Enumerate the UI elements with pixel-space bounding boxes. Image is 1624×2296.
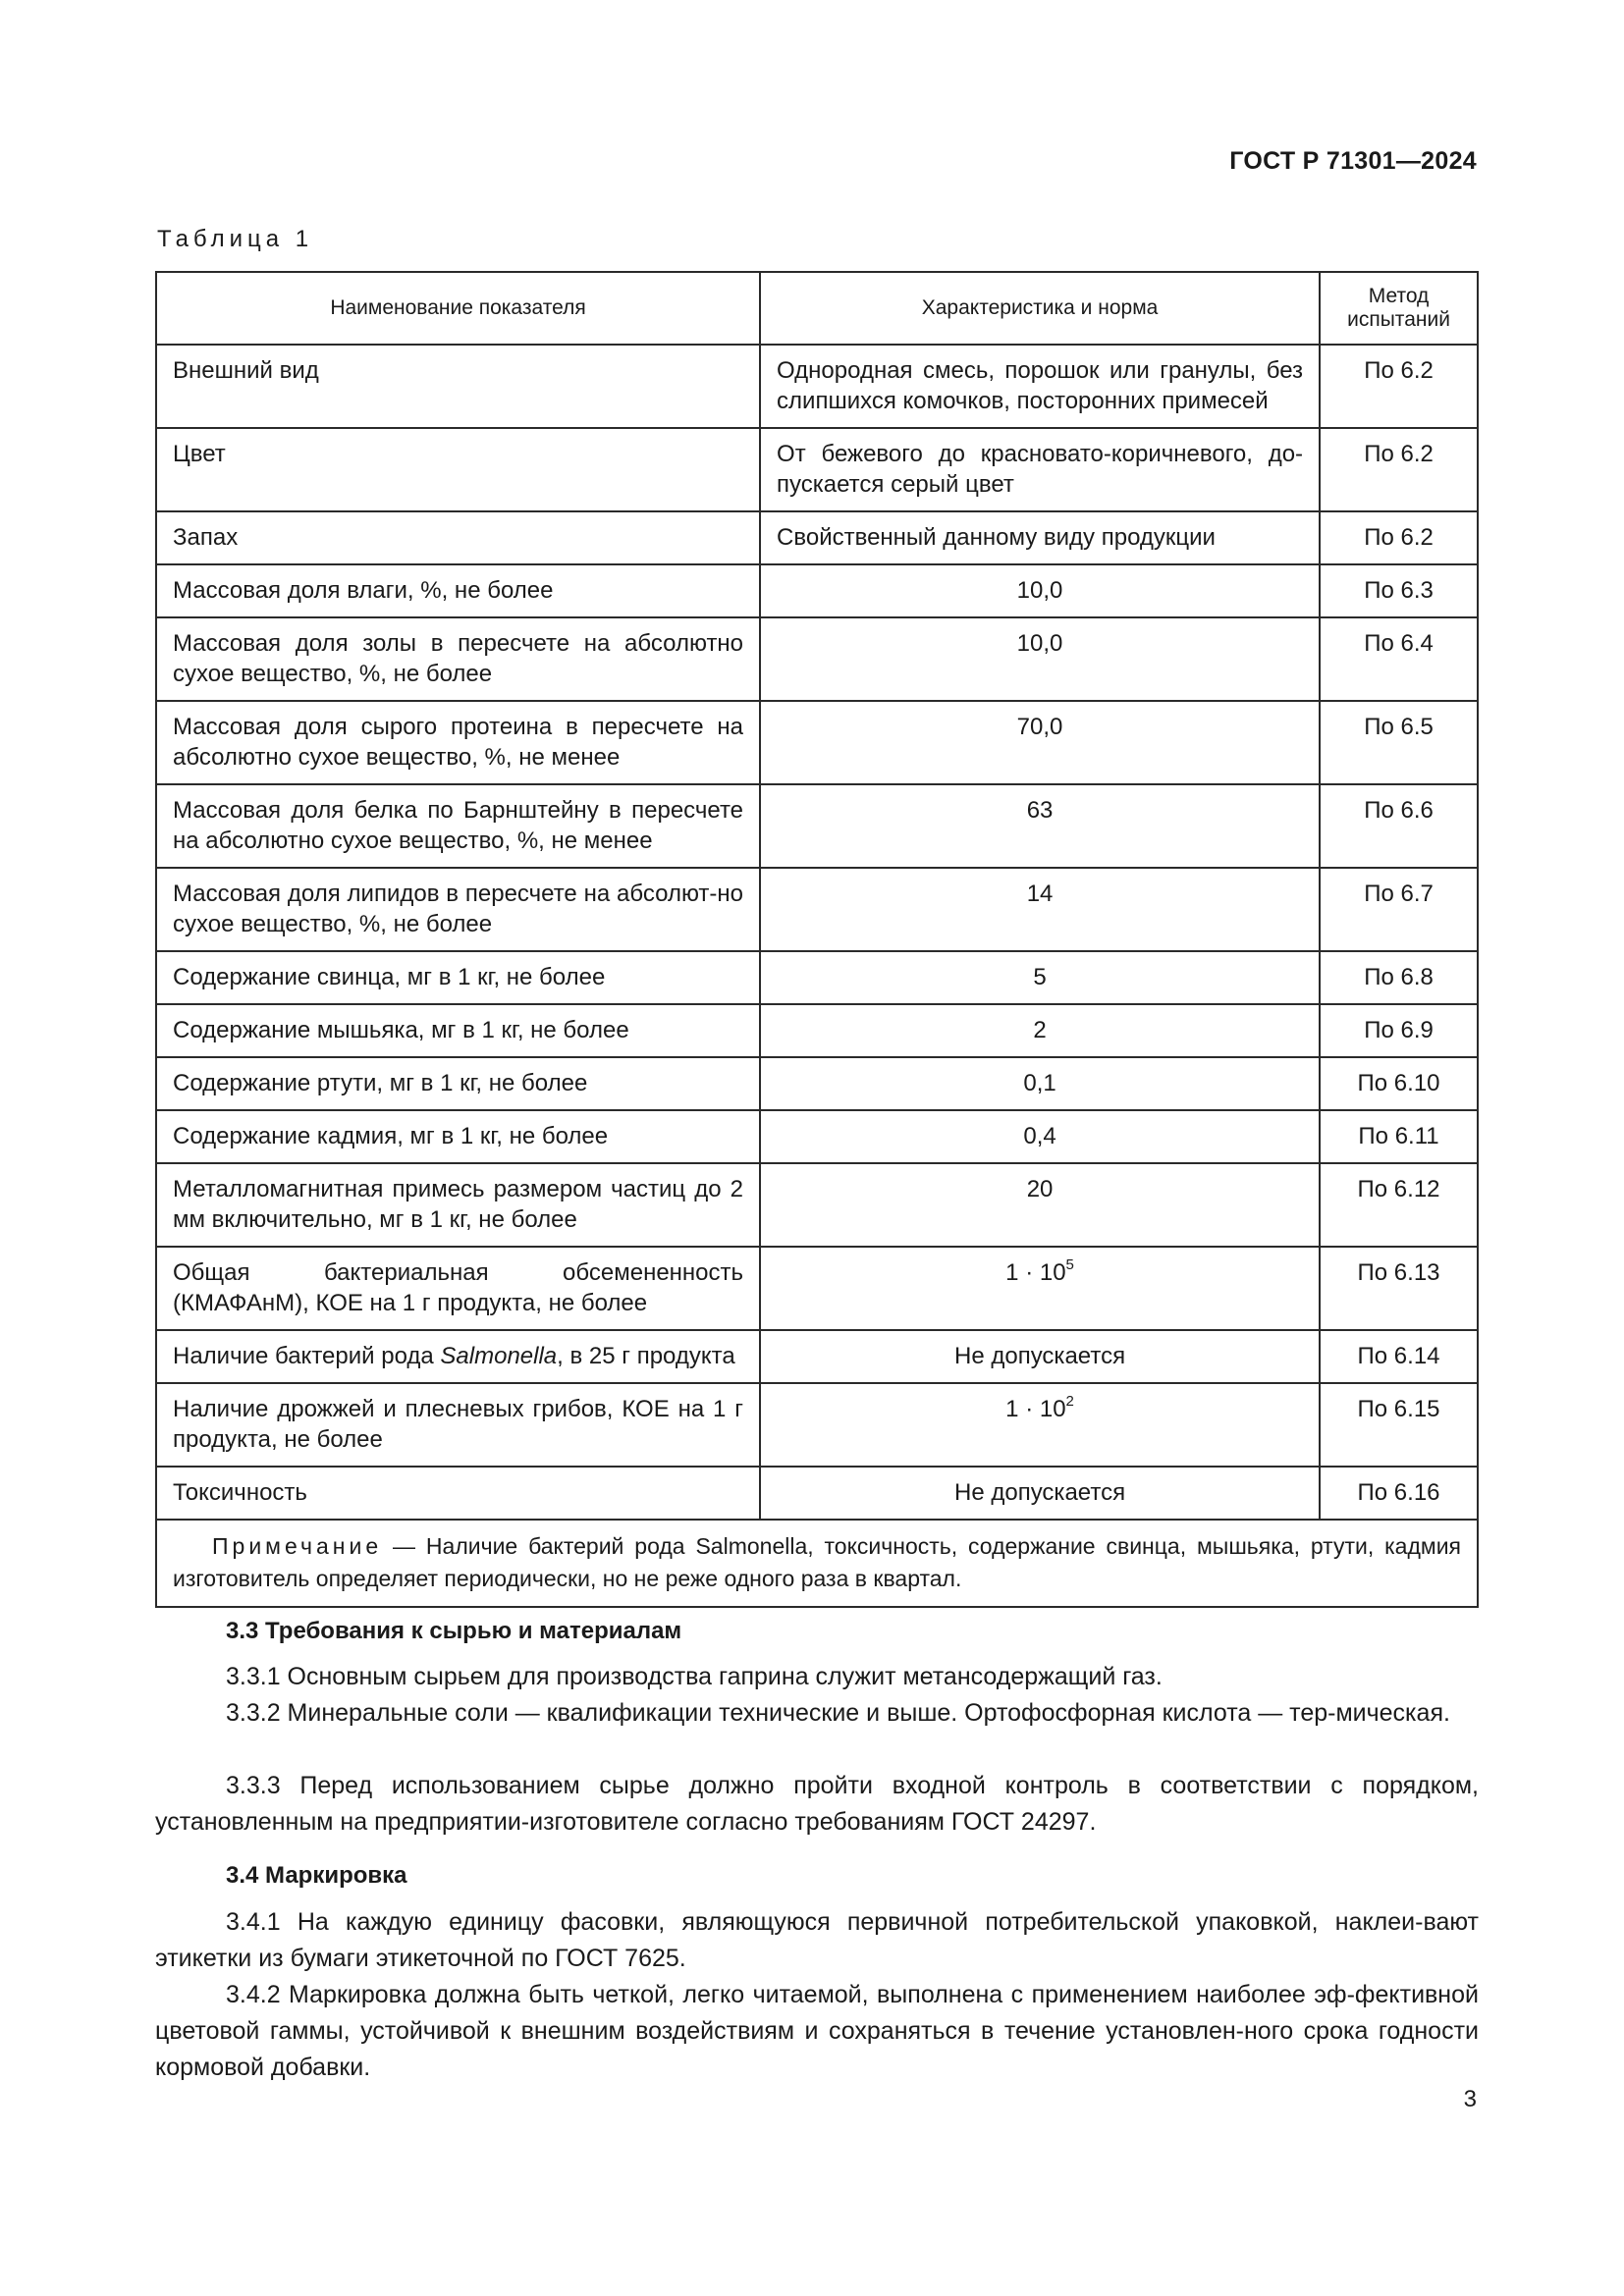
indicator-name: Запах	[156, 511, 760, 564]
indicator-name: Внешний вид	[156, 345, 760, 428]
test-method: По 6.11	[1320, 1110, 1478, 1163]
table-row	[156, 868, 1478, 951]
indicator-name: Содержание ртути, мг в 1 кг, не более	[156, 1057, 760, 1110]
table-row	[156, 1247, 1478, 1330]
indicator-name: Цвет	[156, 428, 760, 511]
test-method: По 6.5	[1320, 701, 1478, 784]
test-method: По 6.2	[1320, 428, 1478, 511]
indicator-name: Массовая доля влаги, %, не более	[156, 564, 760, 617]
test-method: По 6.2	[1320, 511, 1478, 564]
note-label: Примечание	[212, 1533, 383, 1559]
test-method: По 6.14	[1320, 1330, 1478, 1383]
test-method: По 6.2	[1320, 345, 1478, 428]
indicator-value	[760, 1247, 1320, 1330]
indicator-name: Содержание мышьяка, мг в 1 кг, не более	[156, 1004, 760, 1057]
indicator-value: 0,1	[760, 1057, 1320, 1110]
indicator-name: Массовая доля липидов в пересчете на абсолют-но сухое вещество, %, не более	[156, 868, 760, 951]
column-header-name: Наименование показателя	[156, 272, 760, 345]
value-base: 1 · 10	[1005, 1396, 1066, 1422]
test-method: По 6.7	[1320, 868, 1478, 951]
table-row	[156, 784, 1478, 868]
indicator-value: 10,0	[760, 564, 1320, 617]
indicator-value: 10,0	[760, 617, 1320, 701]
test-method: По 6.3	[1320, 564, 1478, 617]
column-header-value: Характеристика и норма	[760, 272, 1320, 345]
section-3-4-heading: 3.4 Маркировка	[226, 1862, 407, 1889]
table-note	[156, 1520, 1478, 1607]
paragraph-3-4-2: 3.4.2 Маркировка должна быть четкой, легко читаемой, выполнена с применением наиболее эф-фективной цветовой гаммы, устойчивой к внешним воздействиям и сохраняться в течение установлен-ного срока годности кормовой добавки.	[155, 1981, 1479, 2081]
name-text: , в 25 г продукта	[557, 1343, 735, 1369]
indicator-name: Содержание свинца, мг в 1 кг, не более	[156, 951, 760, 1004]
paragraph-3-3-3: 3.3.3 Перед использованием сырье должно пройти входной контроль в соответствии с порядком, установленным на предприятии-изготовителе согласно требованиям ГОСТ 24297.	[155, 1772, 1479, 1836]
table-row	[156, 1163, 1478, 1247]
indicator-value: 14	[760, 868, 1320, 951]
table-row	[156, 345, 1478, 428]
indicator-name: Металломагнитная примесь размером частиц до 2 мм включительно, мг в 1 кг, не более	[156, 1163, 760, 1247]
indicator-value: От бежевого до красновато-коричневого, до-пускается серый цвет	[760, 428, 1320, 511]
value-base: 1 · 10	[1005, 1259, 1066, 1286]
table-row	[156, 617, 1478, 701]
indicator-value: Не допускается	[760, 1467, 1320, 1520]
table-row	[156, 1383, 1478, 1467]
indicator-value: 2	[760, 1004, 1320, 1057]
table-row	[156, 701, 1478, 784]
indicator-name: Токсичность	[156, 1467, 760, 1520]
indicator-value: 20	[760, 1163, 1320, 1247]
table-row	[156, 951, 1478, 1004]
table-row	[156, 564, 1478, 617]
paragraph-3-3-1: 3.3.1 Основным сырьем для производства гаприна служит метансодержащий газ.	[226, 1663, 1163, 1690]
test-method: По 6.8	[1320, 951, 1478, 1004]
indicator-value	[760, 1383, 1320, 1467]
table-row	[156, 1004, 1478, 1057]
indicator-value: 0,4	[760, 1110, 1320, 1163]
table-row	[156, 511, 1478, 564]
table-title: Таблица 1	[157, 226, 314, 252]
test-method: По 6.4	[1320, 617, 1478, 701]
indicator-name	[156, 1330, 760, 1383]
indicator-name: Наличие дрожжей и плесневых грибов, КОЕ на 1 г продукта, не более	[156, 1383, 760, 1467]
name-text: Наличие бактерий рода	[173, 1343, 441, 1369]
indicator-value: 63	[760, 784, 1320, 868]
paragraph-3-3-2: 3.3.2 Минеральные соли — квалификации технические и выше. Ортофосфорная кислота — тер-мическая.	[226, 1699, 1450, 1727]
indicator-name: Общая бактериальная обсемененность (КМАФАнМ), КОЕ на 1 г продукта, не более	[156, 1247, 760, 1330]
requirements-table	[155, 271, 1479, 1608]
page-number: 3	[1463, 2086, 1477, 2112]
paragraph-3-4-1: 3.4.1 На каждую единицу фасовки, являющуюся первичной потребительской упаковкой, наклеи-вают этикетки из бумаги этикеточной по ГОСТ 7625.	[155, 1908, 1479, 1972]
table-row	[156, 1330, 1478, 1383]
name-italic: Salmonella	[440, 1343, 558, 1369]
indicator-name: Содержание кадмия, мг в 1 кг, не более	[156, 1110, 760, 1163]
note-text: — Наличие бактерий рода Salmonella, токсичность, содержание свинца, мышьяка, ртути, кадмия изготовитель определяет периодически, но не реже одного раза в квартал.	[173, 1533, 1461, 1591]
indicator-value: Не допускается	[760, 1330, 1320, 1383]
indicator-value: 5	[760, 951, 1320, 1004]
indicator-value: 70,0	[760, 701, 1320, 784]
test-method: По 6.6	[1320, 784, 1478, 868]
value-exponent: 2	[1065, 1393, 1074, 1410]
column-header-method: Метод испытаний	[1320, 272, 1478, 345]
indicator-value: Однородная смесь, порошок или гранулы, без слипшихся комочков, посторонних примесей	[760, 345, 1320, 428]
section-3-3-heading: 3.3 Требования к сырью и материалам	[226, 1618, 682, 1644]
test-method: По 6.15	[1320, 1383, 1478, 1467]
indicator-value: Свойственный данному виду продукции	[760, 511, 1320, 564]
table-row	[156, 1110, 1478, 1163]
table-note-row	[156, 1520, 1478, 1607]
table-header-row	[156, 272, 1478, 345]
indicator-name: Массовая доля золы в пересчете на абсолютно сухое вещество, %, не более	[156, 617, 760, 701]
test-method: По 6.13	[1320, 1247, 1478, 1330]
test-method: По 6.12	[1320, 1163, 1478, 1247]
document-code: ГОСТ Р 71301—2024	[1229, 147, 1477, 175]
table-row	[156, 1057, 1478, 1110]
indicator-name: Массовая доля сырого протеина в пересчете на абсолютно сухое вещество, %, не менее	[156, 701, 760, 784]
table-row	[156, 1467, 1478, 1520]
test-method: По 6.10	[1320, 1057, 1478, 1110]
table-row	[156, 428, 1478, 511]
indicator-name: Массовая доля белка по Барнштейну в пересчете на абсолютно сухое вещество, %, не менее	[156, 784, 760, 868]
test-method: По 6.16	[1320, 1467, 1478, 1520]
value-exponent: 5	[1065, 1256, 1074, 1273]
test-method: По 6.9	[1320, 1004, 1478, 1057]
